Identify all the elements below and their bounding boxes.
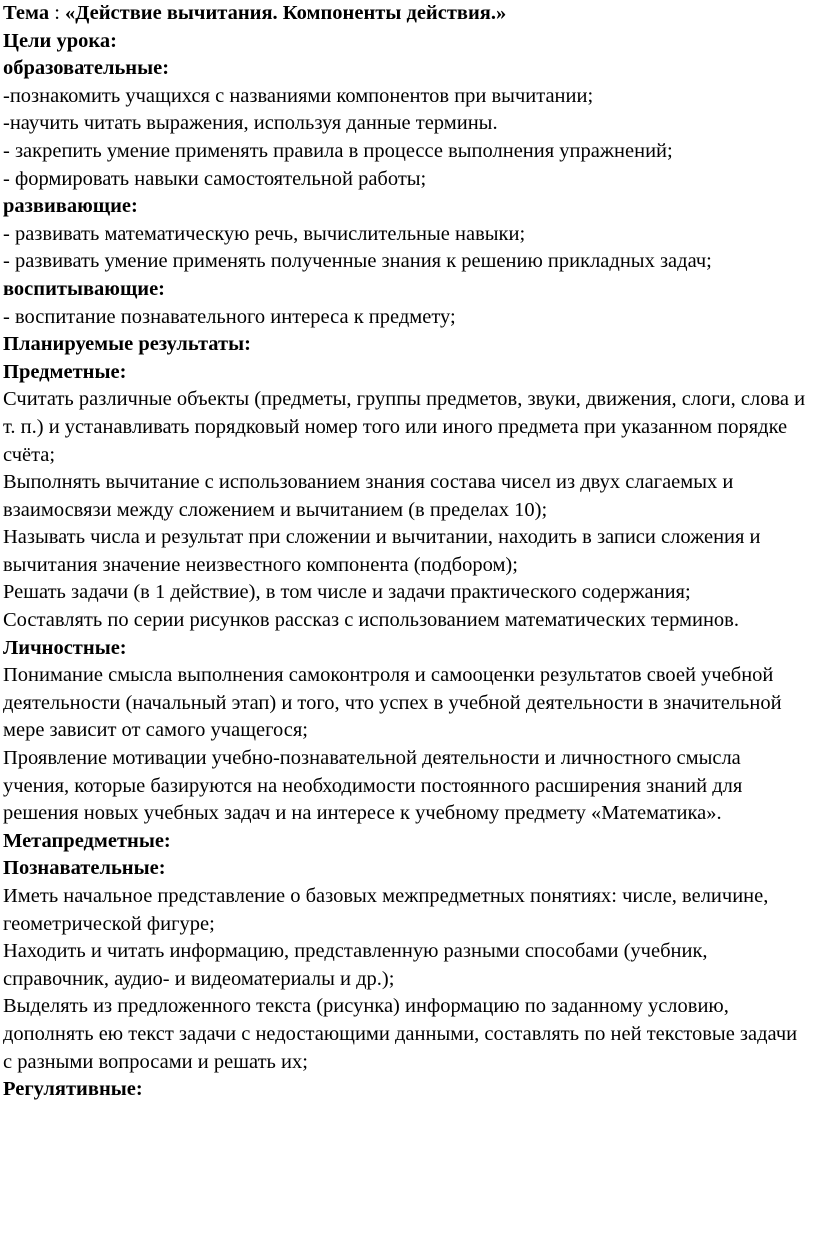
developing-heading: развивающие:	[3, 195, 138, 218]
subject-item: Называть числа и результат при сложении и вычитании, находить в записи сложения и вычитания значение неизвестного компонента (подбором);	[3, 526, 761, 576]
educational-item: - закрепить умение применять правила в процессе выполнения упражнений;	[3, 139, 673, 162]
subject-item: Решать задачи (в 1 действие), в том числе и задачи практического содержания;	[3, 581, 691, 604]
personal-heading: Личностные:	[3, 636, 127, 659]
educational-item: - формировать навыки самостоятельной работы;	[3, 167, 427, 190]
upbringing-item: - воспитание познавательного интереса к предмету;	[3, 305, 456, 328]
topic-line	[3, 0, 810, 28]
educational-item: -научить читать выражения, используя данные термины.	[3, 112, 498, 135]
personal-item: Проявление мотивации учебно-познавательной деятельности и личностного смысла учения, которые базируются на необходимости постоянного расширения знаний для решения новых учебных задач и на интересе к учебному предмету «Математика».	[3, 747, 743, 825]
cognitive-item: Выделять из предложенного текста (рисунка) информацию по заданному условию, дополнять ею текст задачи с недостающими данными, составлять по ней текстовые задачи с разными вопросами и решать их;	[3, 995, 798, 1073]
personal-item: Понимание смысла выполнения самоконтроля и самооценки результатов своей учебной деятельности (начальный этап) и того, что успех в учебной деятельности в значительной мере зависит от самого учащегося;	[3, 664, 782, 742]
cognitive-heading: Познавательные:	[3, 857, 166, 880]
subject-item: Считать различные объекты (предметы, группы предметов, звуки, движения, слоги, слова и т. п.) и устанавливать порядковый номер того или иного предмета при указанном порядке счёта;	[3, 388, 806, 466]
subject-heading: Предметные:	[3, 360, 127, 383]
topic-separator: :	[49, 2, 66, 24]
metasubject-heading: Метапредметные:	[3, 829, 171, 852]
subject-item: Составлять по серии рисунков рассказ с использованием математических терминов.	[3, 609, 739, 632]
upbringing-heading: воспитывающие:	[3, 277, 166, 300]
educational-item: -познакомить учащихся с названиями компонентов при вычитании;	[3, 84, 594, 107]
subject-item: Выполнять вычитание с использованием знания состава чисел из двух слагаемых и взаимосвязи между сложением и вычитанием (в пределах 10);	[3, 471, 734, 521]
developing-item: - развивать умение применять полученные знания к решению прикладных задач;	[3, 250, 712, 273]
results-heading: Планируемые результаты:	[3, 333, 251, 356]
cognitive-item: Иметь начальное представление о базовых межпредметных понятиях: числе, величине, геометрической фигуре;	[3, 885, 769, 935]
regulatory-heading: Регулятивные:	[3, 1078, 143, 1101]
goals-heading: Цели урока:	[3, 29, 117, 52]
educational-heading: образовательные:	[3, 57, 170, 80]
topic-label: Тема	[3, 2, 50, 24]
developing-item: - развивать математическую речь, вычислительные навыки;	[3, 222, 526, 245]
topic-title: «Действие вычитания. Компоненты действия.»	[65, 2, 507, 24]
cognitive-item: Находить и читать информацию, представленную разными способами (учебник, справочник, аудио- и видеоматериалы и др.);	[3, 940, 708, 990]
